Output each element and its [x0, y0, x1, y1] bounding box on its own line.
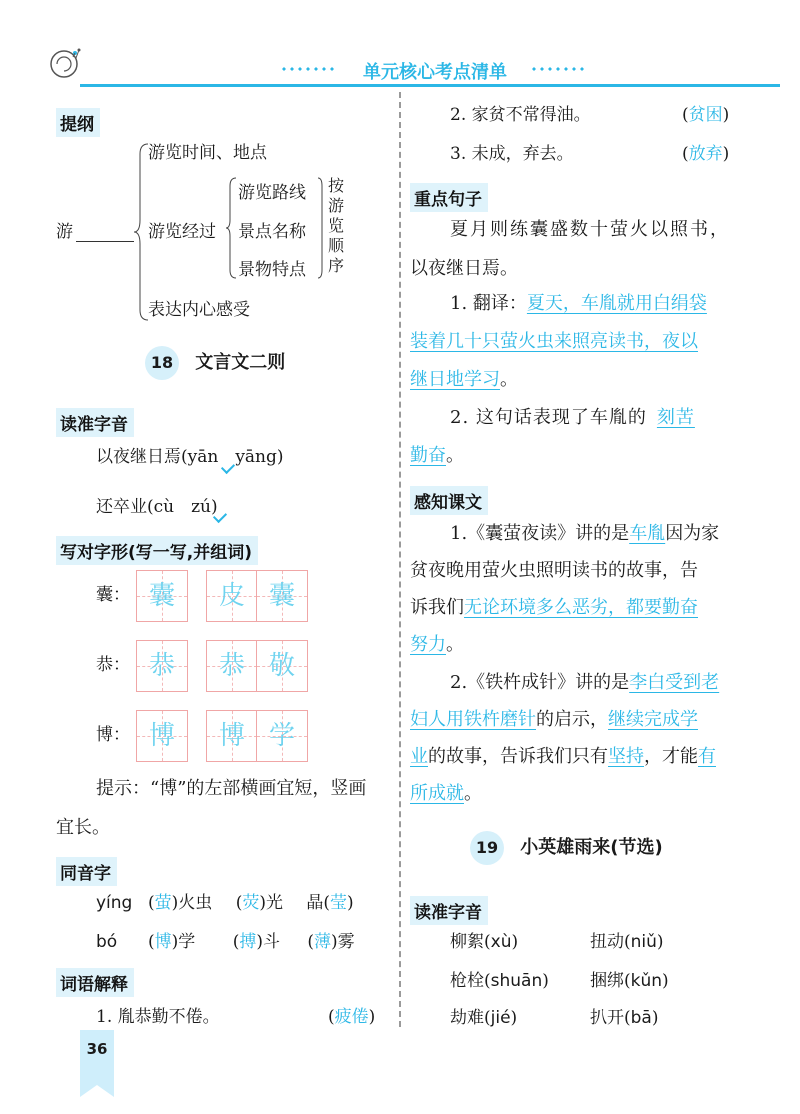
- answer: 业: [410, 746, 428, 767]
- pinyin: kǔn: [630, 971, 663, 991]
- homophone-row-2: bó (博)学 (搏)斗 (薄)雾: [96, 932, 355, 952]
- snail-logo-icon: [48, 44, 84, 80]
- word-part: ): [347, 893, 354, 913]
- pinyin: shuān: [490, 971, 543, 991]
- word: 扭动: [590, 932, 624, 952]
- word-part: 光: [265, 893, 283, 913]
- outline-branch-3: 表达内心感受: [148, 300, 250, 320]
- pinyin: bó: [96, 932, 118, 952]
- answer: 刻苦: [656, 407, 695, 428]
- vocab-answer-3: (放弃): [682, 144, 730, 164]
- grid-char: 恭: [148, 651, 175, 681]
- text: 的故事，告诉我们只有: [428, 746, 608, 767]
- pronounce19-heading: 读准字音: [410, 896, 488, 925]
- pronounce19-item-6: 扒开(bā): [590, 1008, 659, 1028]
- pinyin: xù: [490, 932, 512, 952]
- pronounce19-item-4: 捆绑(kǔn): [590, 971, 669, 991]
- text: 1.《囊萤夜读》讲的是: [450, 523, 630, 544]
- word: 扒开: [590, 1008, 624, 1028]
- outline-sub-2: 景点名称: [238, 222, 306, 242]
- word-part: 斗: [262, 932, 280, 952]
- answer: 勤奋: [410, 445, 446, 466]
- outline-sub-3: 景物特点: [238, 260, 306, 280]
- write-label-2: 恭：: [96, 655, 130, 675]
- question-2-line-1: [450, 400, 695, 436]
- outline-sub-1: 游览路线: [238, 183, 306, 203]
- vocab-answer-1: (疲倦): [328, 1007, 376, 1027]
- outline-vertical-note: 按游览顺序: [328, 176, 345, 275]
- lesson19-number: 19: [470, 831, 504, 865]
- text: 的启示，: [536, 709, 608, 730]
- answer: 努力: [410, 634, 446, 655]
- write-tip-line-2: 宜长。: [56, 817, 110, 838]
- header-rule: [80, 84, 780, 87]
- write-grid-1b: [206, 570, 308, 622]
- answer: 继日地学习: [410, 369, 500, 390]
- word-part: 学: [178, 932, 196, 952]
- outline-branch-1: 游览时间、地点: [148, 143, 267, 163]
- write-heading: 写对字形(写一写,并组词): [56, 536, 258, 565]
- answer: 坚持: [608, 746, 644, 767]
- comp-p2-line-3: [410, 739, 716, 775]
- lesson18-title: 文言文二则: [195, 352, 286, 373]
- word: 枪栓: [450, 971, 484, 991]
- write-grid-3b: [206, 710, 308, 762]
- pronounce19-item-1: 柳絮(xù): [450, 932, 519, 952]
- answer: 无论环境多么恶劣，都要勤奋: [464, 597, 698, 618]
- translation-line-2: 装着几十只萤火虫来照亮读书，夜以: [410, 331, 698, 352]
- comp-p1-line-2: 贫夜晚用萤火虫照明读书的故事，告: [410, 560, 698, 581]
- answer: 荧: [242, 893, 260, 913]
- word: 捆绑: [590, 971, 624, 991]
- write-label-3: 博：: [96, 725, 130, 745]
- write-grid-3: [136, 710, 188, 762]
- text: 诉我们: [410, 597, 464, 618]
- pronounce-heading: 读准字音: [56, 408, 134, 437]
- answer: 放弃: [688, 144, 723, 164]
- answer: 继续完成学: [608, 709, 698, 730]
- outline-root: 游: [56, 222, 73, 242]
- page-header-title: 单元核心考点清单: [363, 62, 507, 83]
- pinyin: yíng: [96, 893, 133, 913]
- comprehension-heading: 感知课文: [410, 486, 488, 515]
- answer: 夏天，车胤就用白绢袋: [526, 293, 707, 314]
- grid-char: 恭: [218, 651, 245, 681]
- grid-char: 博: [218, 721, 245, 751]
- word-part: 雾: [337, 932, 355, 952]
- text: ，才能: [644, 746, 698, 767]
- page-number: 36: [86, 1040, 108, 1058]
- lesson18-number: 18: [145, 346, 179, 380]
- page-number-tab: [80, 1030, 114, 1085]
- comp-p1-line-4: 努力。: [410, 634, 464, 655]
- homophone-row-1: yíng (萤)火虫 (荧)光 晶(莹): [96, 893, 354, 913]
- write-grid-1: [136, 570, 188, 622]
- text: 2.《铁杵成针》讲的是: [450, 672, 630, 693]
- lesson19-title-row: [470, 831, 663, 865]
- pronounce-row-2: 还卒业(cù zú): [96, 497, 218, 517]
- text: 因为家: [665, 523, 720, 544]
- answer: 妇人用铁杵磨针: [410, 709, 536, 730]
- key-sentence-heading: 重点句子: [410, 183, 488, 212]
- vocab-item-1: 1. 胤恭勤不倦。: [96, 1007, 220, 1027]
- write-grid-2b: [206, 640, 308, 692]
- answer: 莹: [330, 893, 348, 913]
- outline-note-brace: [318, 176, 326, 280]
- answer: 博: [154, 932, 172, 952]
- question-2-line-2: 勤奋。: [410, 445, 464, 466]
- answer: 萤: [154, 893, 172, 913]
- comp-p1-line-3: [410, 590, 698, 626]
- grid-char: 博: [148, 721, 175, 751]
- outline-blank: [76, 241, 134, 242]
- word-part: 火虫: [178, 893, 213, 913]
- column-divider: [399, 92, 401, 1027]
- comp-p1-line-1: [450, 516, 719, 552]
- word-part: 晶(: [306, 893, 331, 913]
- answer: 有: [698, 746, 716, 767]
- translation-line-1: [450, 286, 707, 322]
- vocab-item-3: 3. 未成，弃去。: [450, 144, 574, 164]
- grid-char: 囊: [148, 581, 175, 611]
- key-sentence-line-1: 夏月则练囊盛数十萤火以照书，: [450, 219, 730, 240]
- vocab-heading: 词语解释: [56, 968, 134, 997]
- translation-line-3: 继日地学习。: [410, 369, 518, 390]
- write-label-1: 囊：: [96, 585, 130, 605]
- header-dots-right: [530, 66, 586, 72]
- pinyin: niǔ: [630, 932, 657, 952]
- grid-char: 囊: [268, 581, 295, 611]
- pinyin: jié: [490, 1008, 511, 1028]
- pronounce-row-1: 以夜继日焉(yān yāng): [96, 447, 284, 467]
- lesson18-title-row: [145, 346, 285, 380]
- grid-char: 学: [268, 721, 295, 751]
- pronounce19-item-2: 扭动(niǔ): [590, 932, 664, 952]
- answer: 李白受到老: [629, 672, 720, 693]
- grid-char: 皮: [218, 581, 245, 611]
- outline-sub-brace: [226, 176, 238, 280]
- comp-p2-line-1: [450, 665, 719, 701]
- comp-p2-line-4: 所成就。: [410, 783, 482, 804]
- write-grid-2: [136, 640, 188, 692]
- answer: 车胤: [629, 523, 666, 544]
- answer: 疲倦: [334, 1007, 369, 1027]
- answer: 搏: [239, 932, 257, 952]
- outline-branch-2: 游览经过: [148, 222, 216, 242]
- question-text: 2. 这句话表现了车胤的: [450, 407, 647, 428]
- outline-heading: 提纲: [56, 108, 100, 137]
- comp-p2-line-2: [410, 702, 698, 738]
- answer: 薄: [314, 932, 332, 952]
- homophone-heading: 同音字: [56, 857, 117, 886]
- pronounce19-item-5: 劫难(jié): [450, 1008, 518, 1028]
- lesson19-title: 小英雄雨来(节选): [520, 837, 663, 858]
- vocab-item-2: 2. 家贫不常得油。: [450, 105, 591, 125]
- write-tip-line-1: 提示：“博”的左部横画宜短，竖画: [96, 778, 367, 799]
- vocab-answer-2: (贫困): [682, 105, 730, 125]
- pronounce19-item-3: 枪栓(shuān): [450, 971, 549, 991]
- answer: 所成就: [410, 783, 464, 804]
- answer: 贫困: [688, 105, 723, 125]
- word: 柳絮: [450, 932, 484, 952]
- key-sentence-line-2: 以夜继日焉。: [410, 258, 518, 279]
- translation-label: 1. 翻译：: [450, 293, 527, 314]
- grid-char: 敬: [268, 651, 295, 681]
- pinyin: bā: [630, 1008, 652, 1028]
- word: 劫难: [450, 1008, 484, 1028]
